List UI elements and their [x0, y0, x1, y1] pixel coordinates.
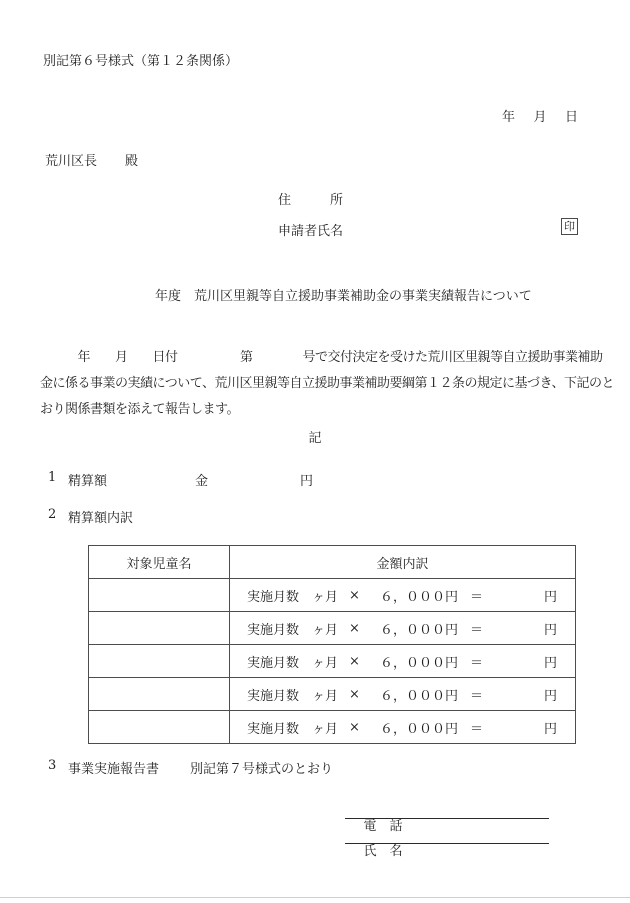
amount-detail-header: 金額内訳: [376, 556, 429, 572]
amount-breakdown-table: [88, 545, 576, 744]
equals-sign: ＝: [469, 589, 483, 605]
amount-detail-cell: [230, 579, 575, 611]
item1-number: 1: [48, 470, 57, 485]
seal-stamp-icon: [561, 218, 578, 235]
form-number: 別記第６号様式（第１２条関係）: [43, 54, 239, 69]
amount-detail-cell: [230, 678, 575, 710]
yen-unit: 円: [543, 688, 557, 704]
table-row: [89, 710, 575, 743]
unit-price: ６，０００円: [379, 655, 458, 671]
item1-amount-prefix: 金: [195, 474, 209, 489]
table-row: [89, 644, 575, 677]
equals-sign: ＝: [469, 688, 483, 704]
item1-amount-suffix: 円: [300, 474, 314, 489]
equals-sign: ＝: [469, 721, 483, 737]
multiply-sign: ×: [349, 587, 360, 603]
unit-price: ６，０００円: [379, 688, 458, 704]
months-label: 実施月数: [247, 589, 300, 605]
amount-detail-cell: [230, 645, 575, 677]
addressee-line: [45, 150, 138, 169]
multiply-sign: ×: [349, 719, 360, 735]
body-paragraph: [40, 345, 615, 423]
item3-number: 3: [48, 758, 57, 773]
document-title: 年度 荒川区里親等自立援助事業補助金の事業実績報告について: [155, 289, 532, 304]
child-name-cell: [89, 612, 230, 644]
amount-detail-cell: [230, 711, 575, 743]
table-row: [89, 611, 575, 644]
yen-unit: 円: [543, 721, 557, 737]
date-line: [502, 106, 578, 125]
yen-unit: 円: [543, 589, 557, 605]
table-row: [89, 677, 575, 710]
multiply-sign: ×: [349, 653, 360, 669]
name-field: [345, 825, 549, 859]
address-label: 住 所: [278, 193, 344, 208]
item3-detail: 別記第７号様式のとおり: [190, 762, 334, 777]
year-label: 年: [502, 110, 516, 125]
month-unit: ヶ月: [312, 721, 339, 737]
month-unit: ヶ月: [312, 589, 339, 605]
seal-label: 印: [564, 220, 575, 233]
item2-label: 精算額内訳: [68, 511, 134, 526]
applicant-name-label: 申請者氏名: [278, 224, 344, 239]
body-line: おり関係書類を添えて報告します。: [40, 402, 239, 417]
equals-sign: ＝: [469, 622, 483, 638]
child-name-header: 対象児童名: [89, 546, 230, 578]
multiply-sign: ×: [349, 686, 360, 702]
record-heading: 記: [308, 431, 322, 446]
equals-sign: ＝: [469, 655, 483, 671]
addressee-honorific: 殿: [125, 154, 139, 169]
page-bottom-divider: [0, 897, 630, 898]
day-label: 日: [564, 110, 578, 125]
body-line: 年 月 日付 第 号で交付決定を受けた荒川区里親等自立援助事業補助: [40, 350, 603, 365]
child-name-cell: [89, 711, 230, 743]
body-line: 金に係る事業の実績について、荒川区里親等自立援助事業補助要綱第１２条の規定に基づき、下記のと: [40, 376, 614, 391]
months-label: 実施月数: [247, 688, 300, 704]
child-name-cell: [89, 678, 230, 710]
table-row: [89, 578, 575, 611]
months-label: 実施月数: [247, 622, 300, 638]
multiply-sign: ×: [349, 620, 360, 636]
addressee-name: 荒川区長: [45, 154, 98, 169]
months-label: 実施月数: [247, 721, 300, 737]
child-name-cell: [89, 645, 230, 677]
unit-price: ６，０００円: [379, 589, 458, 605]
item1-label: 精算額: [68, 474, 108, 489]
amount-detail-cell: [230, 612, 575, 644]
item2-number: 2: [48, 507, 57, 522]
table-header-row: [89, 546, 575, 578]
name-label: 氏 名: [363, 844, 403, 859]
yen-unit: 円: [543, 622, 557, 638]
month-unit: ヶ月: [312, 655, 339, 671]
unit-price: ６，０００円: [379, 721, 458, 737]
phone-label: 電 話: [363, 819, 403, 834]
item3-label: 事業実施報告書: [68, 762, 160, 777]
phone-field: [345, 800, 549, 834]
yen-unit: 円: [543, 655, 557, 671]
month-unit: ヶ月: [312, 622, 339, 638]
months-label: 実施月数: [247, 655, 300, 671]
month-unit: ヶ月: [312, 688, 339, 704]
unit-price: ６，０００円: [379, 622, 458, 638]
month-label: 月: [533, 110, 547, 125]
child-name-cell: [89, 579, 230, 611]
